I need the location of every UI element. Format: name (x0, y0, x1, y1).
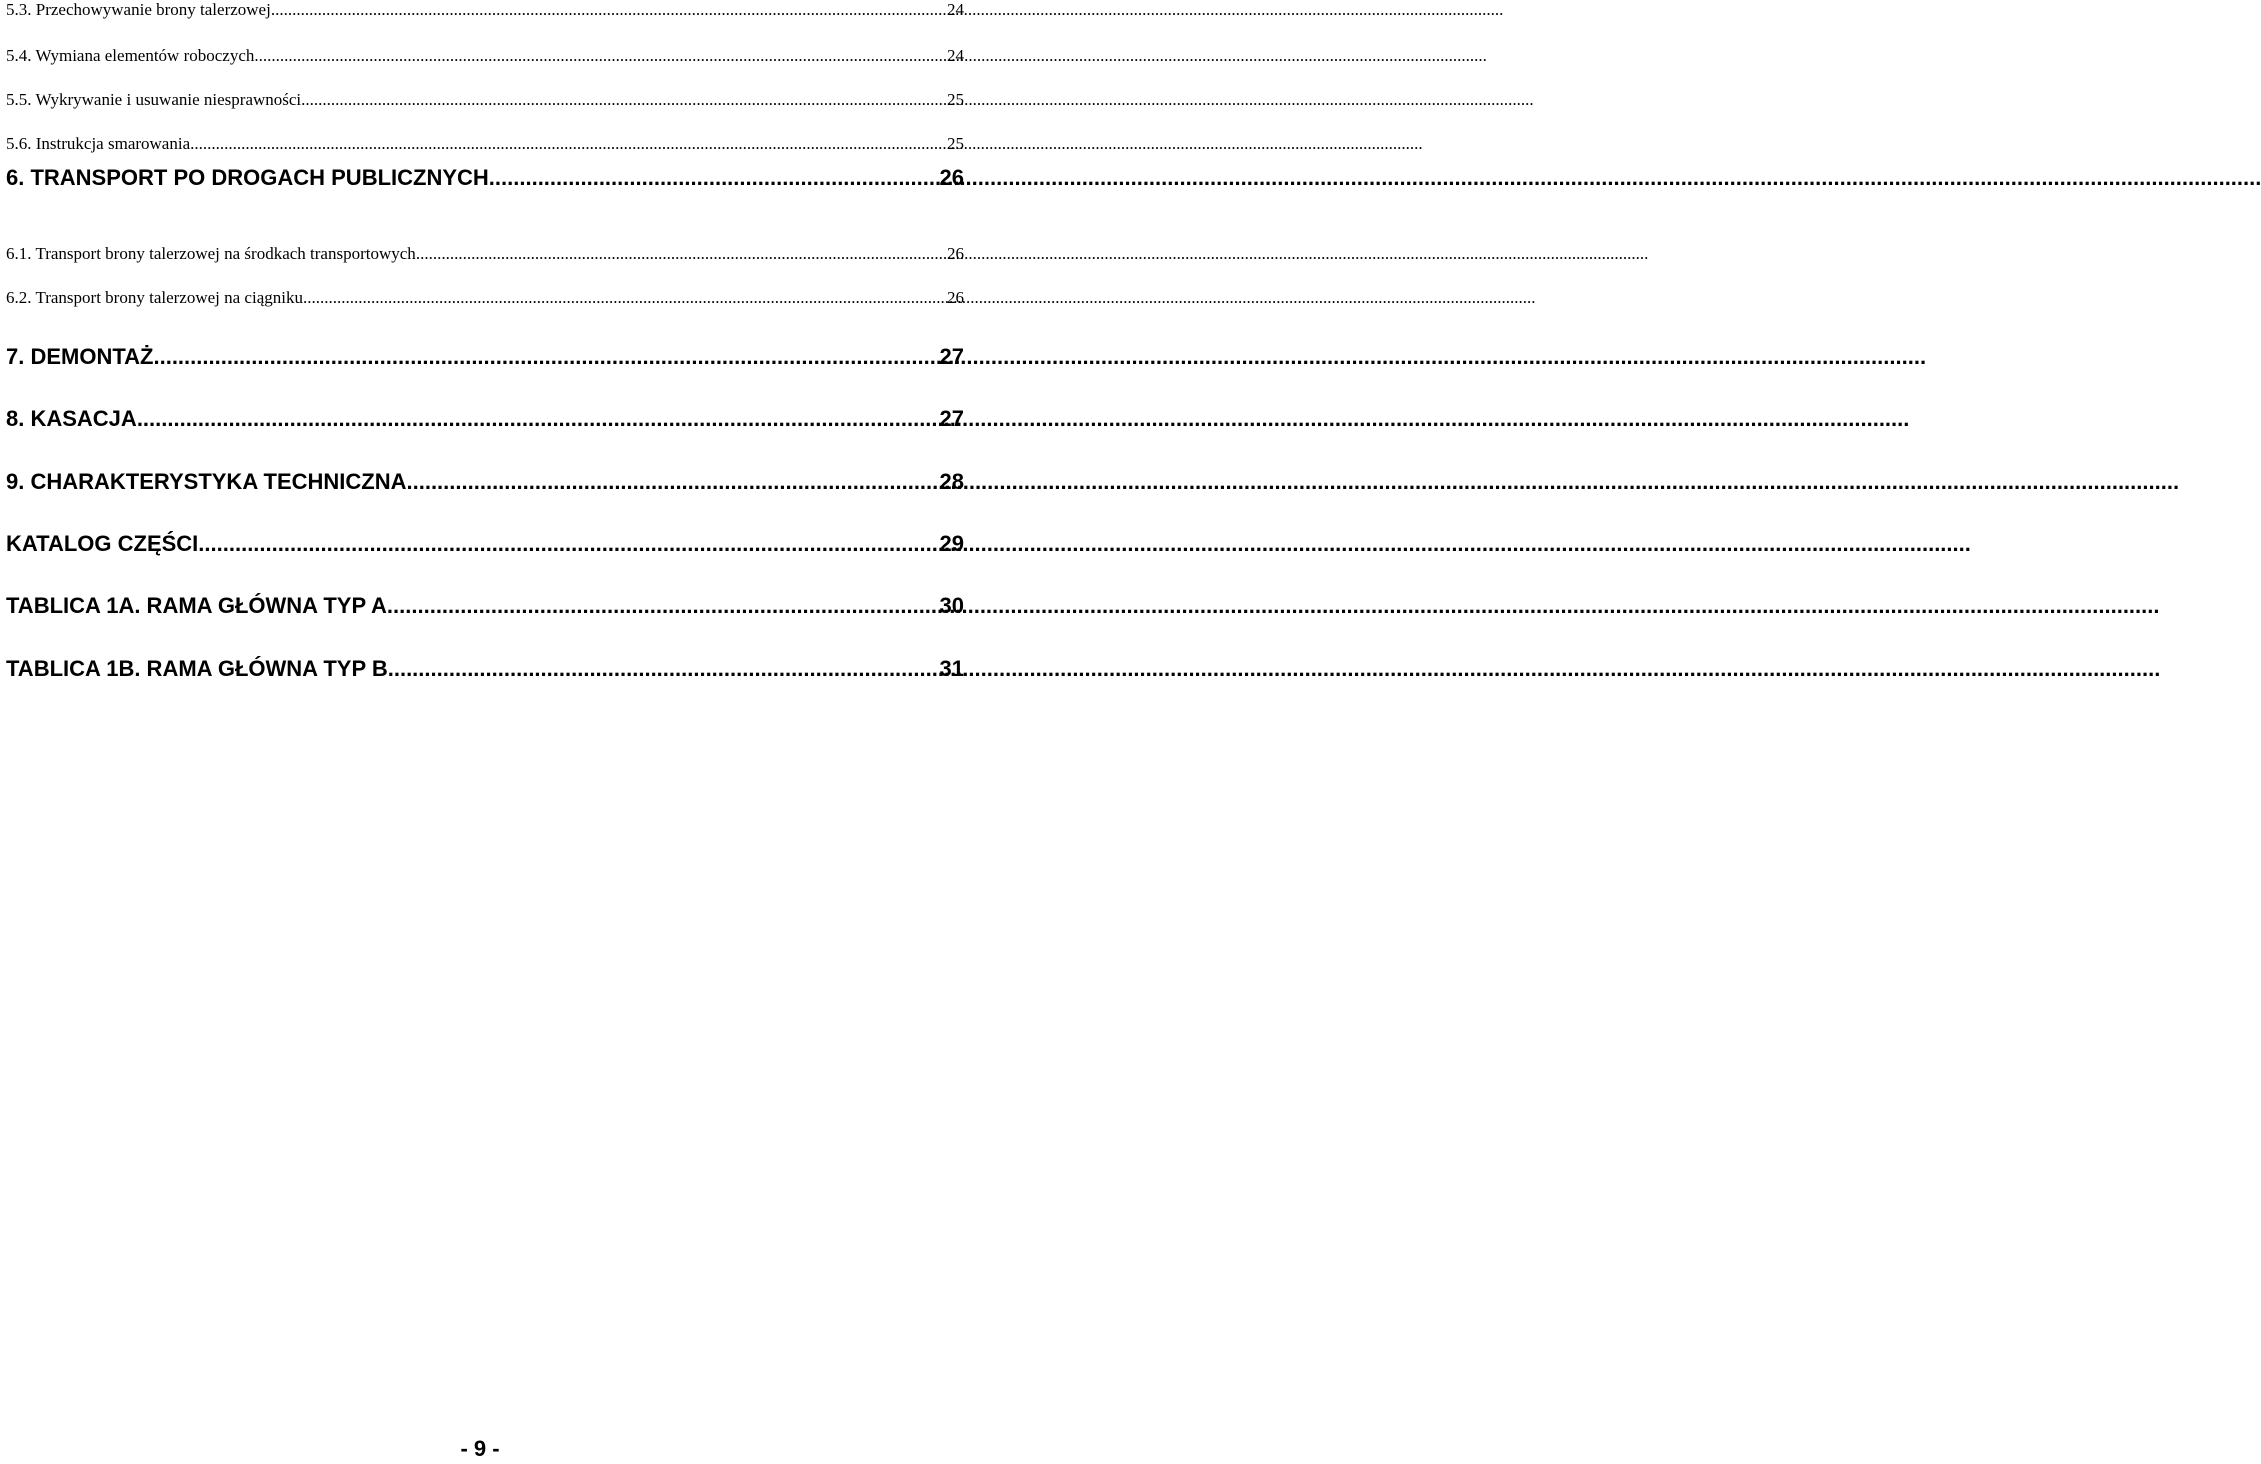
dot-leader (301, 90, 946, 110)
toc-entry-title: 9. CHARAKTERYSTYKA TECHNICZNA (6, 469, 407, 494)
toc-entry-page: 24 (947, 0, 964, 19)
toc-entry-page: 29 (939, 531, 964, 556)
toc-entry-title: 5.3. Przechowywanie brony talerzowej (6, 0, 271, 19)
toc-entry-page: 31 (939, 656, 964, 681)
dot-leader (254, 46, 946, 66)
toc-entry (6, 656, 964, 682)
toc-entry-title: TABLICA 1A. RAMA GŁÓWNA TYP A (6, 593, 387, 618)
toc-entry (6, 469, 964, 495)
toc-entry (6, 593, 964, 619)
toc-entry-title: 8. KASACJA (6, 406, 137, 431)
toc-entry-title: TABLICA 1B. RAMA GŁÓWNA TYP B (6, 656, 388, 681)
dot-leader (407, 469, 939, 495)
toc-entry-title: 5.5. Wykrywanie i usuwanie niesprawności (6, 90, 302, 109)
toc-entry-page: 25 (947, 90, 964, 109)
dot-leader (137, 406, 939, 432)
toc-entry (6, 244, 964, 264)
toc-entry-page: 25 (947, 134, 964, 153)
dot-leader (153, 344, 938, 370)
toc-entry-page: 27 (939, 344, 964, 369)
toc-entry-title: 5.6. Instrukcja smarowania (6, 134, 191, 153)
toc-entry-title: 6.2. Transport brony talerzowej na ciągniku (6, 288, 303, 307)
dot-leader (303, 288, 946, 308)
toc-entry (6, 344, 964, 370)
dot-leader (198, 531, 938, 557)
toc-entry-page: 30 (939, 593, 964, 618)
toc-entry (6, 90, 964, 110)
toc-entry-title: 6. TRANSPORT PO DROGACH PUBLICZNYCH (6, 165, 489, 190)
toc-entry-page: 27 (939, 406, 964, 431)
toc-entry (6, 531, 964, 557)
toc-entry-page: 26 (947, 288, 964, 307)
toc-entry-title: 5.4. Wymiana elementów roboczych (6, 46, 255, 65)
page-number: - 9 - (460, 1436, 500, 1461)
dot-leader (489, 165, 939, 191)
toc-entry (6, 406, 964, 432)
toc-entry-title: 6.1. Transport brony talerzowej na środkach transportowych (6, 244, 416, 263)
toc-entry-page: 26 (939, 165, 964, 190)
toc-entry (6, 165, 964, 191)
dot-leader (190, 134, 946, 154)
toc-entry-title: KATALOG CZĘŚCI (6, 531, 199, 556)
toc-entry-page: 28 (939, 469, 964, 494)
toc-entry-page: 24 (947, 46, 964, 65)
dot-leader (271, 0, 946, 20)
toc-entry (6, 134, 964, 154)
toc-entry-title: 7. DEMONTAŻ (6, 344, 154, 369)
dot-leader (387, 593, 939, 619)
toc-entry-page: 26 (947, 244, 964, 263)
dot-leader (416, 244, 946, 264)
toc-entry (6, 288, 964, 308)
dot-leader (388, 656, 939, 682)
toc-entry (6, 46, 964, 66)
toc-entry (6, 0, 964, 20)
